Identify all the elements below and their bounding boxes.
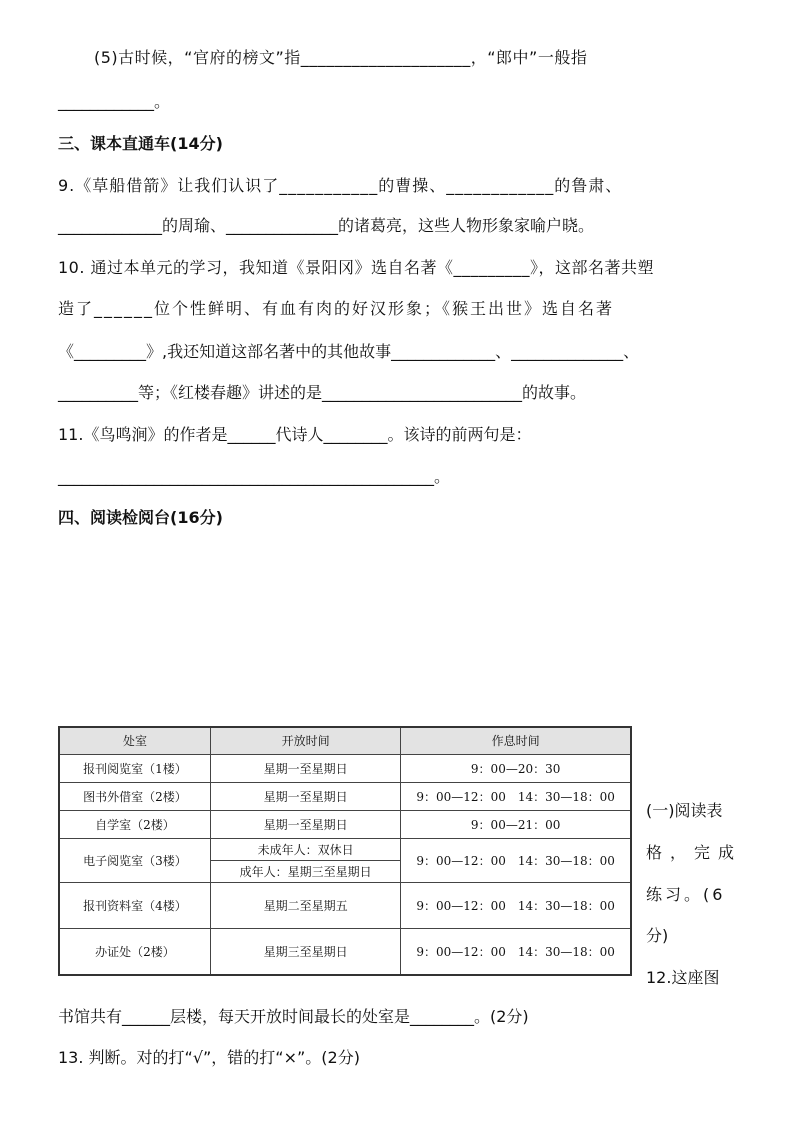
table-row [59,782,631,810]
cell-hours: 9：00—12：00 14：30—18：00 [401,929,631,975]
library-schedule-table [58,726,632,976]
cell-room: 自学室（2楼） [59,810,210,838]
section3-title: 三、课本直通车(14分) [58,134,223,153]
q13-line: 13. 判断。对的打“√”，错的打“×”。(2分) [58,1048,360,1067]
cell-hours: 9：00—21：00 [401,810,631,838]
cell-room: 报刊阅览室（1楼） [59,754,210,782]
cell-open: 星期二至星期五 [210,883,400,929]
side-text-3: 练习。(6 [646,885,726,904]
side-text-1: (一)阅读表 [646,801,723,820]
cell-hours: 9：00—12：00 14：30—18：00 [401,782,631,810]
cell-open: 星期一至星期日 [210,782,400,810]
section4-title: 四、阅读检阅台(16分) [58,508,223,527]
cell-room: 电子阅览室（3楼） [59,838,210,882]
cell-open-minors: 未成年人：双休日 [210,838,400,860]
side-text-2: 格，完成 [646,843,743,862]
table-row [59,810,631,838]
cell-open: 星期一至星期日 [210,810,400,838]
cell-hours: 9：00—12：00 14：30—18：00 [401,838,631,882]
cell-room: 图书外借室（2楼） [59,782,210,810]
side-text-5: 12.这座图 [646,968,720,987]
q10-line2: 造了______位个性鲜明、有血有肉的好汉形象；《猴王出世》选自名著 [58,299,615,318]
cell-room: 报刊资料室（4楼） [59,883,210,929]
cell-open: 星期一至星期日 [210,754,400,782]
q10-line4: __________等；《红楼春趣》讲述的是_________________________的故事。 [58,383,587,402]
q9-line1: 9.《草船借箭》让我们认识了___________的曹操、____________的鲁肃、 [58,176,623,195]
cell-open-adults: 成年人：星期三至星期日 [210,861,400,883]
table-row [59,838,631,860]
side-text-4: 分) [646,926,669,945]
q5-line1: (5)古时候，“官府的榜文”指____________________，“郎中”一般指 [94,48,588,67]
q10-line1: 10. 通过本单元的学习，我知道《景阳冈》选自名著《_________》，这部名著共塑 [58,258,655,277]
table-row [59,883,631,929]
cell-open: 星期三至星期日 [210,929,400,975]
q10-line3: 《_________》,我还知道这部名著中的其他故事_____________、______________、 [58,342,640,361]
header-room: 处室 [59,727,210,754]
q5-line2: ____________。 [58,92,171,111]
header-hours: 作息时间 [401,727,631,754]
table-row [59,754,631,782]
cell-hours: 9：00—12：00 14：30—18：00 [401,883,631,929]
cell-room: 办证处（2楼） [59,929,210,975]
q11-line2: _______________________________________________。 [58,467,451,486]
table-row [59,929,631,975]
cell-hours: 9：00—20：30 [401,754,631,782]
q12-line: 书馆共有______层楼，每天开放时间最长的处室是________。(2分) [58,1007,529,1026]
q11-line1: 11.《鸟鸣涧》的作者是______代诗人________。该诗的前两句是： [58,425,532,444]
q9-line2: _____________的周瑜、______________的诸葛亮，这些人物形象家喻户晓。 [58,216,595,235]
header-open: 开放时间 [210,727,400,754]
